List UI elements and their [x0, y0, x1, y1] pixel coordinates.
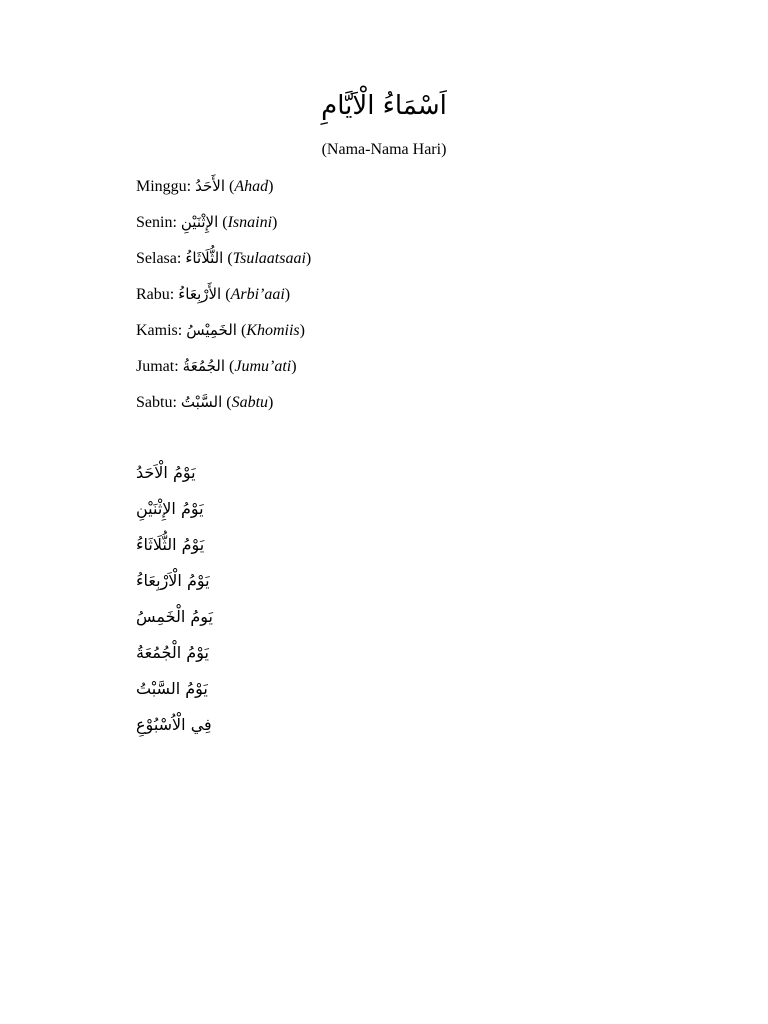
day-item-selasa: Selasa: الثُّلَاثَاءُ (Tsulaatsaai): [136, 249, 312, 267]
phrase-line: يَومُ الْخَمِسُ: [136, 607, 214, 626]
day-translit: Arbi’aai: [230, 286, 285, 303]
day-item-senin: Senin: الإِثْنَيْنِ (Isnaini): [136, 213, 278, 231]
day-label: Sabtu:: [136, 394, 177, 411]
day-item-jumat: Jumat: الجُمُعَةُ (Jumu’ati): [136, 357, 297, 375]
day-arabic: الثُّلَاثَاءُ: [185, 249, 224, 267]
day-translit: Isnaini: [227, 214, 273, 231]
phrase-line: يَوْمُ الْاَحَدُ: [136, 463, 196, 482]
day-translit: Tsulaatsaai: [232, 250, 306, 267]
phrase-line: يَوْمُ السَّبْتُ: [136, 679, 208, 698]
phrase-line: يَوْمُ الثُّلَاثَاءُ: [136, 535, 205, 554]
day-label: Selasa:: [136, 250, 182, 267]
day-translit: Ahad: [234, 178, 269, 195]
day-arabic: السَّبْتُ: [180, 393, 223, 411]
day-item-sabtu: Sabtu: السَّبْتُ (Sabtu): [136, 393, 274, 411]
day-item-kamis: Kamis: الخَمِيْسُ (Khomiis): [136, 321, 305, 339]
day-label: Rabu:: [136, 286, 175, 303]
day-arabic: الأَرْبِعَاءُ: [178, 285, 222, 303]
day-arabic: الإِثْنَيْنِ: [180, 213, 219, 231]
day-label: Kamis:: [136, 322, 183, 339]
page-title: اَسْمَاءُ الْاَيَّامِ: [321, 91, 447, 121]
day-label: Minggu:: [136, 178, 192, 195]
day-label: Jumat:: [136, 358, 179, 375]
phrase-line: يَوْمُ الْجُمُعَةُ: [136, 643, 209, 662]
day-arabic: الخَمِيْسُ: [186, 321, 237, 339]
page-subtitle: (Nama-Nama Hari): [321, 141, 447, 158]
day-translit: Khomiis: [246, 322, 300, 339]
day-item-minggu: Minggu: الأَحَدُ (Ahad): [136, 177, 274, 195]
day-names-list: [136, 174, 311, 426]
day-translit: Sabtu: [231, 394, 269, 411]
day-arabic: الجُمُعَةُ: [182, 357, 226, 375]
day-label: Senin:: [136, 214, 177, 231]
arabic-phrases-list: [136, 459, 213, 747]
day-translit: Jumu’ati: [234, 358, 292, 375]
phrase-line: يَوْمُ الْاَرْبِعَاءُ: [136, 571, 210, 590]
phrase-line: يَوْمُ الإِثْنَيْنِ: [136, 499, 204, 518]
phrase-line: فِي الْاُسْبُوْعِ: [136, 715, 212, 734]
day-arabic: الأَحَدُ: [195, 177, 225, 195]
day-item-rabu: Rabu: الأَرْبِعَاءُ (Arbi’aai): [136, 285, 291, 303]
